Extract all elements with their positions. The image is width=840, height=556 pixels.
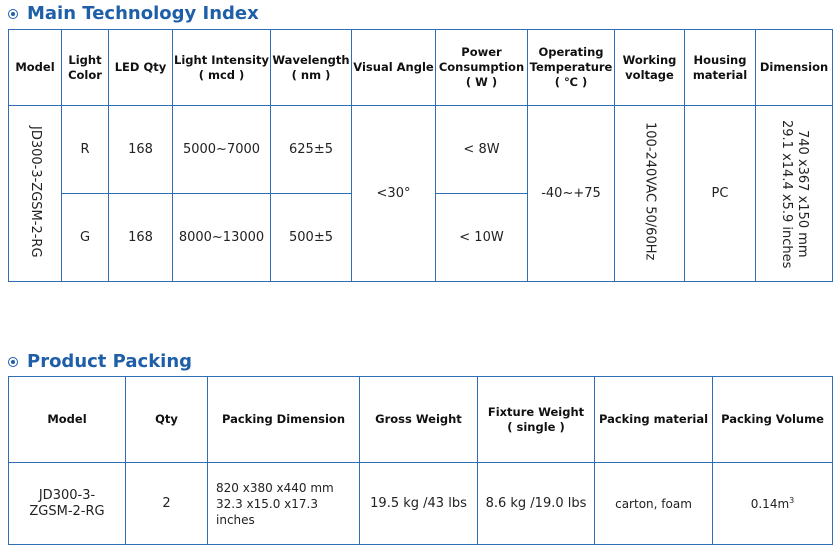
header-light-color: Light Color xyxy=(62,30,109,106)
packing-qty-cell: 2 xyxy=(126,463,208,545)
header-packing-volume: Packing Volume xyxy=(713,377,833,463)
voltage-cell xyxy=(615,106,685,282)
header-model: Model xyxy=(9,377,126,463)
header-light-intensity: Light Intensity ( mcd ) xyxy=(173,30,271,106)
packing-dimension-cell: 820 x380 x440 mm 32.3 x15.0 x17.3 inches xyxy=(208,463,360,545)
table-row xyxy=(9,463,833,545)
bullet-icon xyxy=(8,357,18,367)
header-temperature: Operating Temperature ( ℃ ) xyxy=(528,30,615,106)
packing-header-row xyxy=(9,377,833,463)
header-qty: Qty xyxy=(126,377,208,463)
packing-model-cell: JD300-3- ZGSM-2-RG xyxy=(9,463,126,545)
intensity-cell: 5000~7000 xyxy=(173,106,271,194)
fixture-weight-cell: 8.6 kg /19.0 lbs xyxy=(478,463,595,545)
power-cell: < 8W xyxy=(436,106,528,194)
gross-weight-cell: 19.5 kg /43 lbs xyxy=(360,463,478,545)
header-led-qty: LED Qty xyxy=(109,30,173,106)
temperature-cell: -40~+75 xyxy=(528,106,615,282)
visual-angle-cell: <30° xyxy=(352,106,436,282)
wavelength-cell: 625±5 xyxy=(271,106,352,194)
light-color-cell: G xyxy=(62,194,109,282)
table-row xyxy=(9,106,833,194)
spec-table xyxy=(8,29,833,282)
voltage-value: 100-240VAC 50/60Hz xyxy=(642,122,658,261)
header-gross-weight: Gross Weight xyxy=(360,377,478,463)
led-qty-cell: 168 xyxy=(109,194,173,282)
housing-cell: PC xyxy=(685,106,756,282)
intensity-cell: 8000~13000 xyxy=(173,194,271,282)
header-dimension: Dimension xyxy=(756,30,833,106)
dimension-cell xyxy=(756,106,833,282)
header-packing-dimension: Packing Dimension xyxy=(208,377,360,463)
packing-title-text: Product Packing xyxy=(27,350,193,372)
power-cell: < 10W xyxy=(436,194,528,282)
led-qty-cell: 168 xyxy=(109,106,173,194)
model-value: JD300-3-ZGSM-2-RG xyxy=(28,125,43,258)
dimension-value: 740 x367 x150 mm 29.1 x14.4 x5.9 inches xyxy=(779,120,810,269)
bullet-icon xyxy=(8,9,18,19)
packing-table xyxy=(8,376,833,545)
light-color-cell: R xyxy=(62,106,109,194)
header-wavelength: Wavelength ( nm ) xyxy=(271,30,352,106)
packing-section-title xyxy=(8,350,192,372)
header-model: Model xyxy=(9,30,62,106)
header-fixture-weight: Fixture Weight ( single ) xyxy=(478,377,595,463)
header-housing: Housing material xyxy=(685,30,756,106)
header-voltage: Working voltage xyxy=(615,30,685,106)
model-cell xyxy=(9,106,62,282)
header-power: Power Consumption ( W ) xyxy=(436,30,528,106)
spec-section-title xyxy=(8,2,259,24)
spec-title-text: Main Technology Index xyxy=(27,2,259,24)
packing-volume-cell: $0.14m^3$ xyxy=(713,463,833,545)
spec-header-row xyxy=(9,30,833,106)
header-visual-angle: Visual Angle xyxy=(352,30,436,106)
packing-material-cell: carton, foam xyxy=(595,463,713,545)
wavelength-cell: 500±5 xyxy=(271,194,352,282)
header-packing-material: Packing material xyxy=(595,377,713,463)
